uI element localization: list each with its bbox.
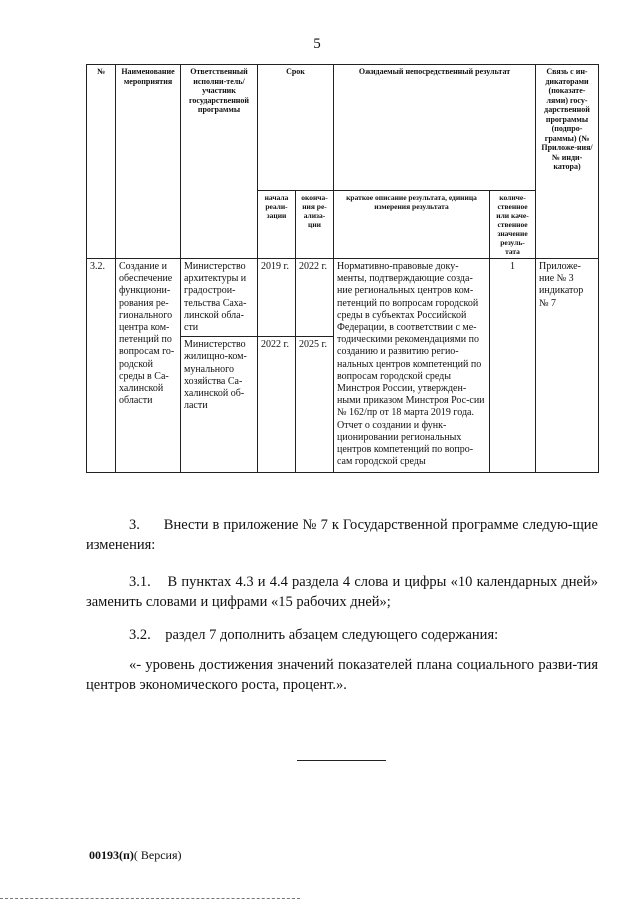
row-link: Приложе-ние № 3 индикатор № 7 — [536, 259, 599, 473]
header-result: Ожидаемый непосредственный результат — [334, 65, 536, 191]
subheader-start: начала реали-зации — [258, 191, 296, 259]
subheader-desc: краткое описание результата, единица измерения результата — [334, 191, 490, 259]
header-name: Наименование мероприятия — [116, 65, 181, 259]
header-link: Связь с ин-дикаторами (показате-лями) госу-дарственной программы (подпро-граммы) (№ Приложе-ния/№ инди-катора) — [536, 65, 599, 259]
document-code: 00193(п) — [89, 848, 134, 862]
header-term: Срок — [258, 65, 334, 191]
paragraph-3-2: 3.2. раздел 7 дополнить абзацем следующего содержания: — [129, 627, 499, 643]
row-end-1: 2022 г. — [296, 259, 334, 337]
paragraph-quote: «- уровень достижения значений показателей плана социального разви-тия центров экономического роста, процент.». — [86, 657, 598, 693]
document-version: ( Версия) — [133, 848, 182, 862]
page-number: 5 — [313, 36, 321, 52]
row-start-2: 2022 г. — [258, 337, 296, 473]
row-qty: 1 — [490, 259, 536, 473]
separator-line — [297, 760, 386, 761]
table-row — [87, 259, 599, 337]
header-responsible: Ответственный исполни-тель/участник государственной программы — [181, 65, 258, 259]
row-desc: Нормативно-правовые доку-менты, подтверждающие созда-ние региональных центров ком-петенций по вопросам городской среды в субъектах Российской Федерации, в соответствии с ме-тодическими рекомендациями по созданию и развитию регио-нальных центров компетенций по вопросам городской среды Минстроя России, утвержден-ными приказом Минстроя Рос-сии № 162/пр от 18 марта 2019 года. Отчет о создании и функ-ционировании региональных центров компетенций по вопро-сам городской среды — [334, 259, 490, 473]
row-name: Создание и обеспечение функциони-рования ре-гионального центра ком-петенций по вопросам го-родской среды в Са-халинской области — [116, 259, 181, 473]
subheader-qty: количе-ственное или каче-ственное значение резуль-тата — [490, 191, 536, 259]
row-start-1: 2019 г. — [258, 259, 296, 337]
paragraph-3: 3. Внести в приложение № 7 к Государственной программе следую-щие изменения: — [86, 517, 602, 553]
subheader-end: оконча-ния ре-ализа-ции — [296, 191, 334, 259]
header-num: № — [87, 65, 116, 259]
table-header-row — [87, 65, 599, 191]
scan-artifact-line — [0, 898, 300, 899]
row-responsible-1: Министерство архитектуры и градострои-тельства Саха-линской обла-сти — [181, 259, 258, 337]
plan-table — [86, 64, 599, 473]
row-num: 3.2. — [87, 259, 116, 473]
row-responsible-2: Министерство жилищно-ком-мунального хозяйства Са-халинской об-ласти — [181, 337, 258, 473]
footer-code — [89, 848, 182, 863]
paragraph-3-1: 3.1. В пунктах 4.3 и 4.4 раздела 4 слова и цифры «10 календарных дней» заменить словами и цифрами «15 рабочих дней»; — [86, 574, 602, 610]
row-end-2: 2025 г. — [296, 337, 334, 473]
